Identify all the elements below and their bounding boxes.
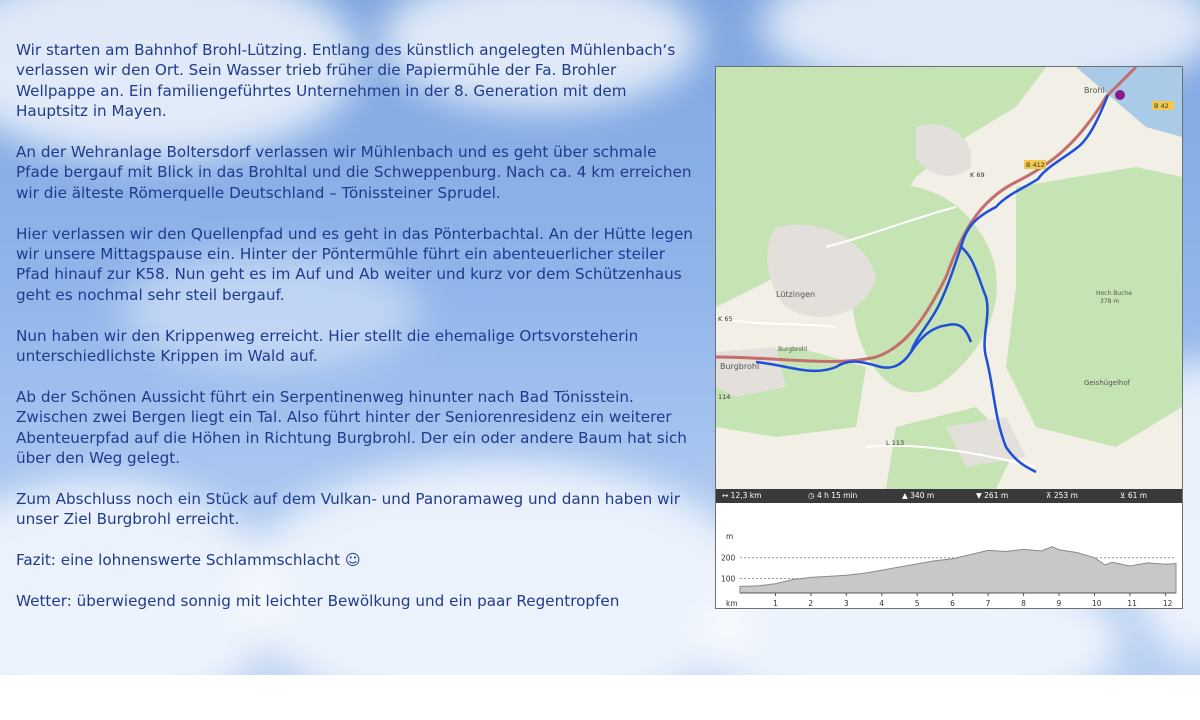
- max-elevation-stat: [1046, 489, 1078, 503]
- elevation-profile-chart[interactable]: [716, 503, 1182, 608]
- x-tick-label: 10: [1091, 599, 1102, 608]
- distance-icon: ↔: [722, 491, 731, 500]
- ascent-stat: [902, 489, 934, 503]
- forest-area: [1006, 167, 1182, 447]
- place-label-burgbrohl: Burgbrohl: [720, 362, 760, 371]
- descent-value: 261 m: [984, 491, 1009, 500]
- y-tick-label: 100: [721, 574, 736, 584]
- min-elevation-stat: [1120, 489, 1147, 503]
- paragraph-schoene-aussicht: Ab der Schönen Aussicht führt ein Serpentinenweg hinunter nach Bad Tönisstein. Zwischen zwei Bergen liegt ein Tal. Also führt hinter der Seniorenresidenz ein weiterer Abenteuerpfad auf die Höhen in Richtung Burgbrohl. Der ein oder andere Baum hat sich über den Weg gelegt.: [16, 387, 687, 468]
- road-label-114: 114: [718, 393, 731, 401]
- place-label-geishugelhof: Geishügelhof: [1084, 379, 1131, 387]
- paragraph-fazit: Fazit: eine lohnenswerte Schlammschlacht ☺: [16, 551, 361, 570]
- distance-stat: [722, 489, 761, 503]
- x-tick-label: 12: [1162, 599, 1173, 608]
- x-tick-label: 11: [1127, 599, 1137, 608]
- route-map[interactable]: [716, 67, 1182, 489]
- route-stats-bar: [716, 489, 1182, 503]
- x-tick-label: 8: [1021, 599, 1026, 608]
- road-label-k69: K 69: [970, 171, 985, 179]
- x-tick-label: 1: [772, 599, 778, 608]
- road-label-b412: B 412: [1026, 161, 1045, 169]
- duration-value: 4 h 15 min: [816, 491, 858, 500]
- x-tick-label: 9: [1056, 599, 1062, 608]
- ascent-icon: ▲: [902, 491, 911, 500]
- y-tick-label: 200: [721, 553, 736, 563]
- paragraph-krippenweg: Nun haben wir den Krippenweg erreicht. Hier stellt die ehemalige Ortsvorsteherin unterschiedlichste Krippen im Wald auf.: [16, 326, 639, 366]
- descent-stat: [976, 489, 1008, 503]
- x-tick-label: 3: [843, 599, 849, 608]
- report-text: [16, 40, 716, 632]
- clock-icon: ◷: [808, 491, 817, 500]
- road-label-burgbrohl: Burgbrohl: [778, 346, 808, 353]
- end-marker-icon[interactable]: [1115, 90, 1125, 100]
- paragraph-wehranlage: An der Wehranlage Boltersdorf verlassen wir Mühlenbach und es geht über schmale Pfade bergauf mit Blick in das Brohltal und die Schweppenburg. Nach ca. 4 km erreichen wir die älteste Römerquelle Deutschland – Tönissteiner Sprudel.: [16, 143, 692, 202]
- x-tick-label: 2: [808, 599, 814, 608]
- x-tick-label: 4: [879, 599, 885, 608]
- x-tick-label: 6: [950, 599, 955, 608]
- paragraph-poenterbachtal: Hier verlassen wir den Quellenpfad und es geht in das Pönterbachtal. An der Hütte legen wir unsere Mittagspause ein. Hinter der Pöntermühle führt ein abenteuerlicher steiler Pfad hinauf zur K58. Nun geht es im Auf und Ab weiter und kurz vor dem Schützenhaus geht es nochmal sehr steil bergauf.: [16, 224, 693, 304]
- min-elevation-icon: ⊻: [1120, 491, 1128, 500]
- route-card: [715, 66, 1183, 609]
- paragraph-wetter: Wetter: überwiegend sonnig mit leichter Bewölkung und ein paar Regentropfen: [16, 591, 620, 610]
- min-elevation-value: 61 m: [1127, 491, 1148, 500]
- road-label-l113: L 113: [886, 439, 905, 447]
- descent-icon: ▼: [976, 491, 985, 500]
- peak-elevation: 378 m: [1100, 298, 1120, 305]
- peak-label-hoch-buche: Hoch Buche: [1096, 290, 1132, 297]
- place-label-brohl: Brohl: [1084, 86, 1105, 95]
- paragraph-start: Wir starten am Bahnhof Brohl-Lützing. Entlang des künstlich angelegten Mühlenbach‘s verlassen wir den Ort. Sein Wasser trieb früher die Papiermühle der Fa. Brohler Wellpappe an. Ein familiengeführtes Unternehmen in der 8. Generation mit dem Hauptsitz in Mayen.: [16, 41, 676, 121]
- y-axis-unit: m: [726, 532, 734, 541]
- x-tick-label: 5: [914, 599, 920, 608]
- elevation-area: [740, 547, 1176, 593]
- ascent-value: 340 m: [910, 491, 935, 500]
- max-elevation-icon: ⊼: [1046, 491, 1054, 500]
- road-label-k65: K 65: [718, 315, 733, 323]
- x-tick-label: 7: [985, 599, 991, 608]
- paragraph-abschluss: Zum Abschluss noch ein Stück auf dem Vulkan- und Panoramaweg und dann haben wir unser Ziel Burgbrohl erreicht.: [16, 489, 680, 529]
- place-label-lutzingen: Lützingen: [776, 290, 816, 299]
- duration-stat: [808, 489, 857, 503]
- x-axis-unit: km: [726, 599, 738, 608]
- max-elevation-value: 253 m: [1053, 491, 1078, 500]
- distance-value: 12,3 km: [730, 491, 762, 500]
- road-label-b42: B 42: [1154, 102, 1169, 110]
